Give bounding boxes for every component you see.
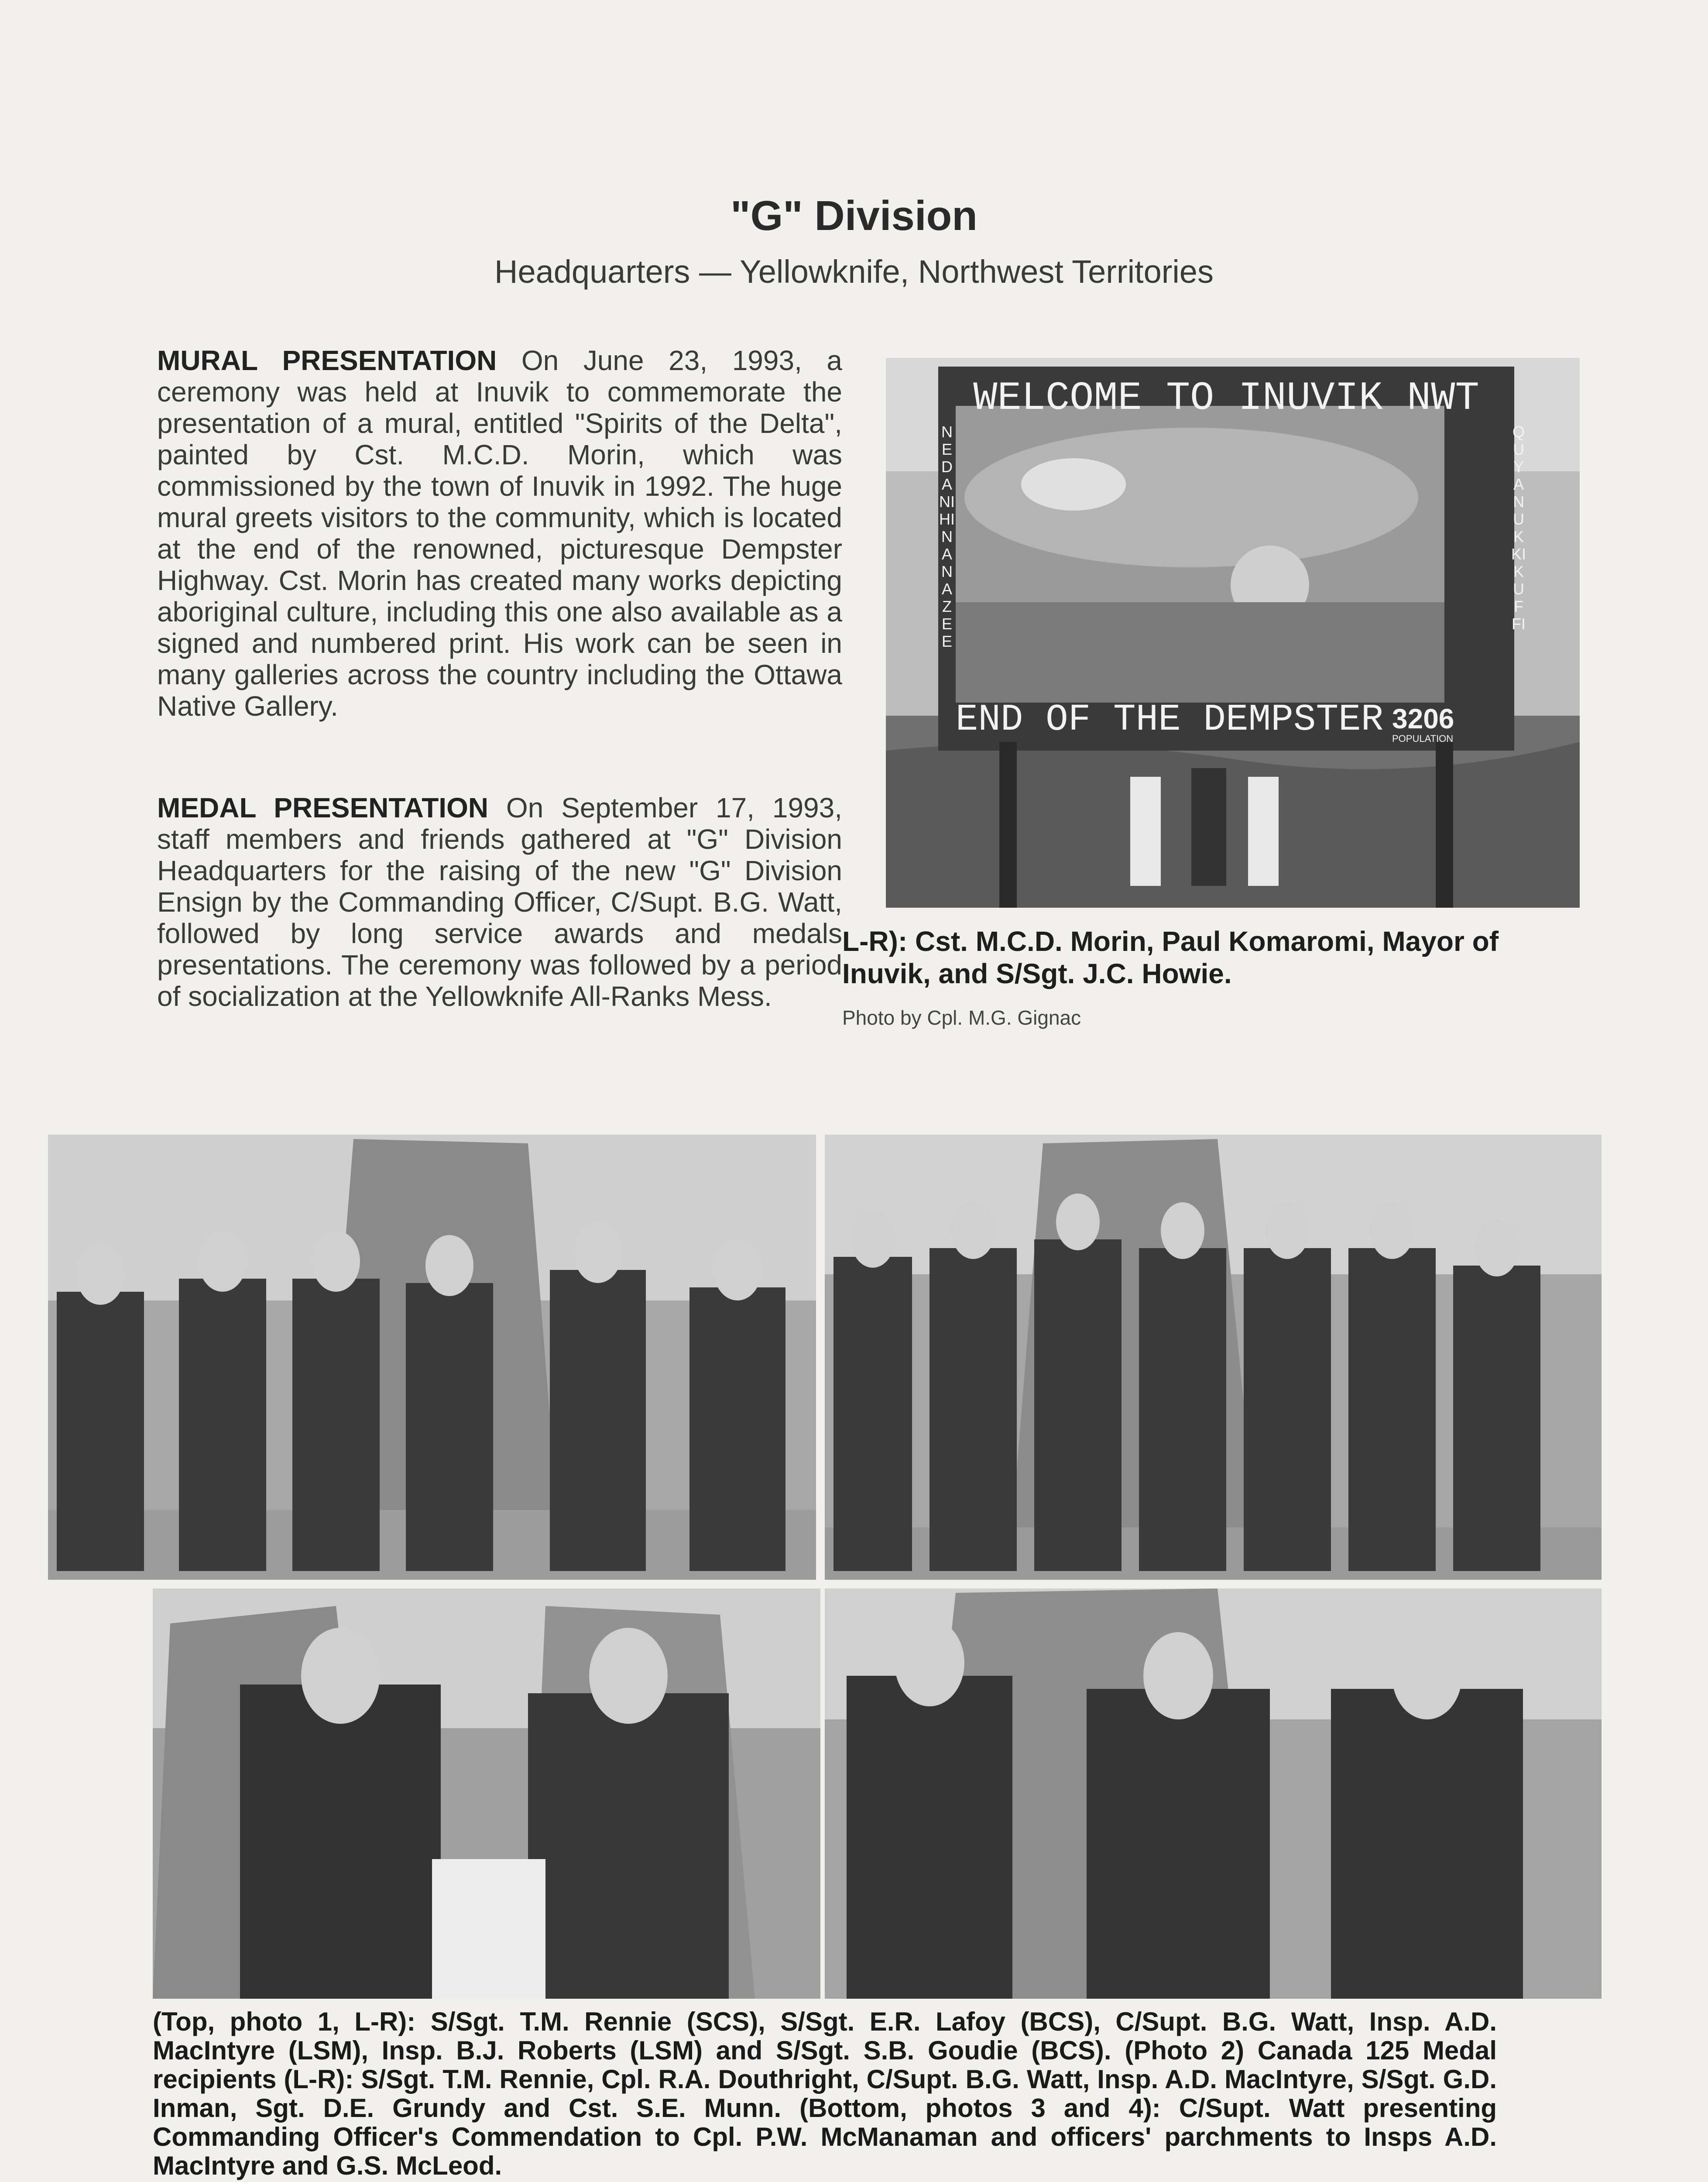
page-title: "G" Division <box>731 192 977 239</box>
sign-dempster-text: END OF THE DEMPSTER <box>955 698 1384 741</box>
medal-paragraph <box>157 792 842 1012</box>
mural-paragraph <box>157 345 842 722</box>
sign-population-number: 3206 <box>1392 703 1454 734</box>
group-photo-3 <box>153 1588 820 1999</box>
group-photo-caption: (Top, photo 1, L-R): S/Sgt. T.M. Rennie (SCS), S/Sgt. E.R. Lafoy (BCS), C/Supt. B.G. Watt, Insp. A.D. MacIntyre (LSM), Insp. B.J. Roberts (LSM) and S/Sgt. S.B. Goudie (BCS). (Photo 2) Canada 125 Medal recipients (L-R): S/Sgt. T.M. Rennie, Cpl. R.A. Douthright, C/Supt. B.G. Watt, Insp. A.D. MacIntyre, S/Sgt. G.D. Inman, Sgt. D.E. Grundy and Cst. S.E. Munn. (Bottom, photos 3 and 4): C/Supt. Watt presenting Commanding Officer's Commendation to Cpl. P.W. McManaman and officers' parchments to Insps A.D. MacIntyre and G.S. McLeod. <box>153 2007 1497 2180</box>
inuvik-sign-photo <box>886 358 1580 908</box>
sign-side-right-text: QUYANUK KIKUFFI <box>1511 423 1526 633</box>
page-subtitle: Headquarters — Yellowknife, Northwest Territories <box>494 254 1214 290</box>
sign-side-left-text: NEDANIHI NANAZEE <box>939 423 955 650</box>
group-photo-4 <box>825 1588 1602 1999</box>
medal-heading: MEDAL PRESENTATION <box>157 792 489 823</box>
group-photo-2 <box>825 1135 1602 1580</box>
mural-text: On June 23, 1993, a ceremony was held at Inuvik to commemorate the presentation of a mural, entitled "Spirits of the Delta", painted by Cst. M.C.D. Morin, which was commissioned by the town of Inuvik in 1992. The huge mural greets visitors to the community, which is located at the end of the renowned, picturesque Dempster Highway. Cst. Morin has created many works depicting aboriginal culture, including this one also available as a signed and numbered print. His work can be seen in many galleries across the country including the Ottawa Native Gallery. <box>157 345 843 722</box>
mural-heading: MURAL PRESENTATION <box>157 345 497 376</box>
group-photo-1 <box>48 1135 816 1580</box>
sign-population-label: POPULATION <box>1392 733 1454 744</box>
sign-photo-credit: Photo by Cpl. M.G. Gignac <box>842 1006 1081 1029</box>
sign-welcome-text: WELCOME TO INUVIK NWT <box>973 375 1479 421</box>
medal-text: On September 17, 1993, staff members and friends gathered at "G" Division Headquarters for the raising of the new "G" Division Ensign by the Commanding Officer, C/Supt. B.G. Watt, followed by long service awards and medals presentations. The ceremony was followed by a period of socialization at the Yellowknife All-Ranks Mess. <box>157 792 843 1012</box>
sign-photo-caption: L-R): Cst. M.C.D. Morin, Paul Komaromi, Mayor of Inuvik, and S/Sgt. J.C. Howie. <box>842 926 1499 989</box>
